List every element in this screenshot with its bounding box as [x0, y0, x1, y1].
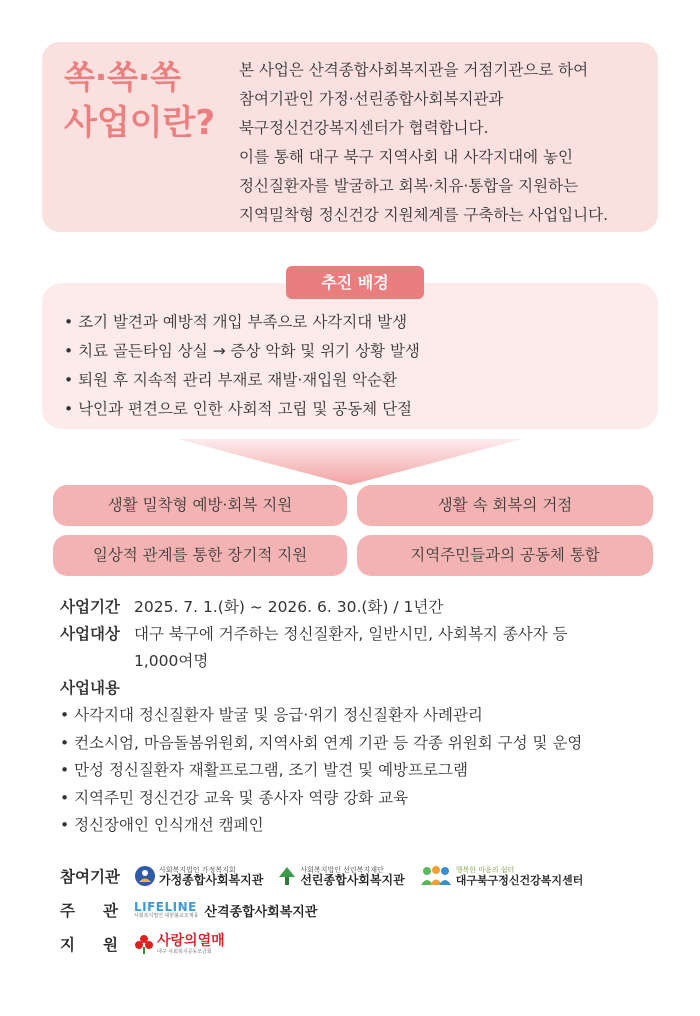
intro-line: 이를 통해 대구 북구 지역사회 내 사각지대에 놓인: [239, 148, 573, 166]
participating-row: [60, 861, 597, 891]
background-item: • 낙인과 편견으로 인한 사회적 고립 및 공동체 단절: [64, 400, 413, 418]
target-value: 대구 북구에 거주하는 정신질환자, 일반시민, 사회복지 종사자 등: [134, 625, 568, 643]
intro-line: 참여기관인 가정·선린종합사회복지관과: [239, 90, 504, 108]
org1-logo: [134, 865, 263, 887]
intro-title-line1: 쏙·쏙·쏙: [64, 58, 182, 96]
content-label: 사업내용: [60, 679, 120, 697]
background-list: [64, 308, 420, 424]
intro-box: [42, 42, 658, 232]
lifeline-subtitle: 사회복지법인 대한불교조계종: [134, 913, 199, 919]
org2-emblem-icon: [277, 865, 297, 887]
organizer-name: 산격종합사회복지관: [204, 904, 318, 920]
content-label-row: [60, 675, 660, 702]
background-box: [42, 283, 658, 429]
intro-line: 본 사업은 산격종합사회복지관을 거점기관으로 하여: [239, 61, 589, 79]
target-value-cont: 1,000여명: [134, 652, 209, 670]
intro-line: 북구정신건강복지센터가 협력합니다.: [239, 119, 489, 137]
org3-people-icon: [419, 865, 453, 887]
goal-pill: 지역주민들과의 공동체 통합: [357, 535, 653, 576]
org2-logo: [277, 865, 404, 887]
target-label: 사업대상: [60, 625, 120, 643]
content-item: • 컨소시엄, 마음돌봄위원회, 지역사회 연계 기관 등 각종 위원회 구성 및 운영: [60, 733, 583, 752]
background-item: • 치료 골든타임 상실 → 증상 악화 및 위기 상황 발생: [64, 342, 420, 360]
content-item: • 지역주민 정신건강 교육 및 종사자 역량 강화 교육: [60, 788, 409, 807]
background-item: • 퇴원 후 지속적 관리 부재로 재발·재입원 악순환: [64, 371, 398, 389]
org1-name: 가정종합사회복지관: [159, 872, 264, 887]
intro-title-line2: 사업이란?: [64, 103, 216, 143]
sponsor-label: [60, 933, 134, 955]
background-item: • 조기 발견과 예방적 개입 부족으로 사각지대 발생: [64, 313, 408, 331]
org3-name: 대구북구정신건강복지센터: [455, 873, 584, 887]
sponsor-label-a: 지: [60, 936, 75, 954]
period-label: 사업기간: [60, 598, 120, 616]
sponsor-logo: [134, 934, 225, 955]
intro-paragraph: [239, 56, 649, 230]
funnel-arrow-icon: [178, 439, 522, 485]
goal-pill: 일상적 관계를 통한 장기적 지원: [53, 535, 347, 576]
org3-logo: [419, 865, 584, 887]
sponsor-row: [60, 929, 239, 959]
period-value: 2025. 7. 1.(화) ~ 2026. 6. 30.(화) / 1년간: [134, 598, 444, 616]
organizer-label-b: 관: [103, 902, 118, 920]
target-row: [60, 621, 660, 648]
lifeline-logo: LIFELINE: [134, 900, 197, 914]
period-row: [60, 594, 660, 621]
goal-pill: 생활 밀착형 예방·회복 지원: [53, 485, 347, 526]
organizer-logo: [134, 901, 317, 920]
content-item: • 사각지대 정신질환자 발굴 및 응급·위기 정신질환자 사례관리: [60, 706, 483, 724]
love-fruit-icon: [134, 934, 154, 954]
background-label: 추진 배경: [286, 266, 424, 299]
content-item: • 정신장애인 인식개선 캠페인: [60, 816, 264, 834]
intro-line: 정신질환자를 발굴하고 회복·치유·통합을 지원하는: [239, 177, 579, 195]
sponsor-label-b: 원: [103, 936, 118, 954]
org2-subtitle: 사회복지법인 선린복지재단: [300, 865, 384, 874]
goal-pill: 생활 속 회복의 거점: [357, 485, 653, 526]
sponsor-subtitle: 대구 사회복지공동모금회: [157, 948, 212, 955]
content-item: • 만성 정신질환자 재활프로그램, 조기 발견 및 예방프로그램: [60, 761, 468, 779]
organizer-row: [60, 895, 331, 925]
org2-name: 선린종합사회복지관: [300, 872, 405, 887]
participating-label: 참여기관: [60, 868, 120, 886]
intro-line: 지역밀착형 정신건강 지원체계를 구축하는 사업입니다.: [239, 206, 609, 224]
organizer-label: [60, 899, 134, 921]
org3-subtitle: 행복한 마음의 쉼터: [455, 865, 515, 874]
project-info: [60, 594, 660, 840]
organizer-label-a: 주: [60, 902, 75, 920]
content-list: [60, 702, 660, 840]
org1-subtitle: 사회복지법인 가정복지회: [159, 865, 236, 874]
sponsor-name: 사랑의열매: [157, 932, 225, 949]
intro-title: [64, 54, 215, 146]
org1-emblem-icon: [134, 865, 156, 887]
